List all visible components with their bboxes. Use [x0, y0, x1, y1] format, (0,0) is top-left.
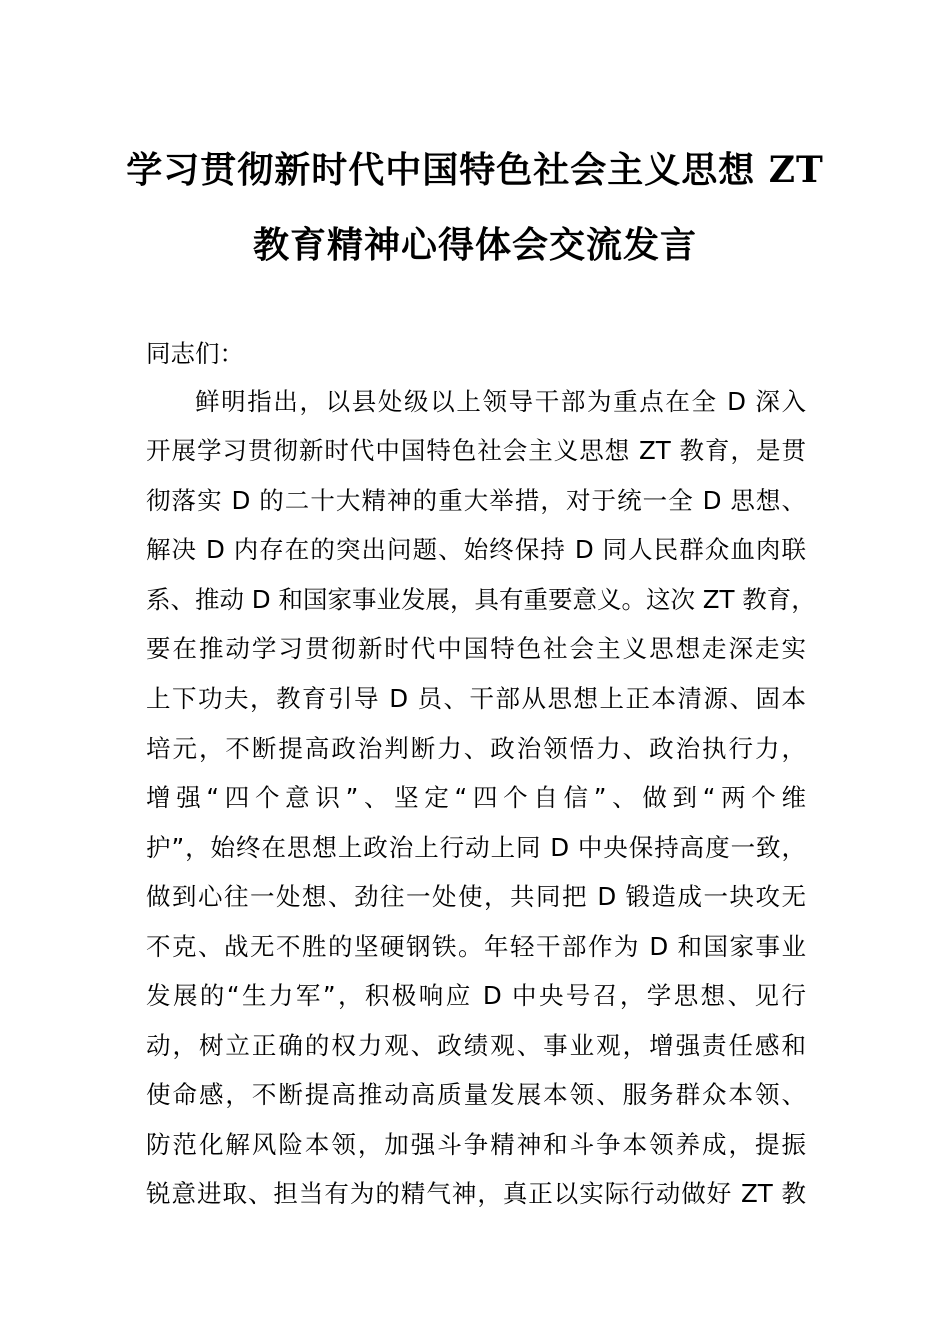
- body-line: 动，树立正确的权力观、政绩观、事业观，增强责任感和: [146, 1031, 806, 1060]
- body-line: 护”，始终在思想上政治上行动上同 D 中央保持高度一致，: [146, 833, 806, 862]
- body-line: 上下功夫，教育引导 D 员、干部从思想上正本清源、固本: [146, 684, 806, 713]
- body-line: 彻落实 D 的二十大精神的重大举措，对于统一全 D 思想、: [146, 486, 806, 515]
- body-line: 解决 D 内存在的突出问题、始终保持 D 同人民群众血肉联: [146, 535, 806, 564]
- body-line: 增强“四个意识”、坚定“四个自信”、做到“两个维: [146, 783, 806, 812]
- document-title-line-2: 教育精神心得体会交流发言: [252, 224, 697, 266]
- body-line: 培元，不断提高政治判断力、政治领悟力、政治执行力，: [146, 734, 806, 763]
- document-title-line-1: 学习贯彻新时代中国特色社会主义思想 ZT: [126, 149, 824, 191]
- body-line: 做到心往一处想、劲往一处使，共同把 D 锻造成一块攻无: [146, 882, 806, 911]
- body-line: 系、推动 D 和国家事业发展，具有重要意义。这次 ZT 教育，: [146, 585, 816, 614]
- body-line: 防范化解风险本领，加强斗争精神和斗争本领养成，提振: [146, 1130, 806, 1159]
- body-line: 使命感，不断提高推动高质量发展本领、服务群众本领、: [146, 1080, 806, 1109]
- body-line: 要在推动学习贯彻新时代中国特色社会主义思想走深走实: [146, 634, 806, 663]
- body-line: 鲜明指出，以县处级以上领导干部为重点在全 D 深入: [195, 387, 806, 416]
- body-line: 锐意进取、担当有为的精气神，真正以实际行动做好 ZT 教: [146, 1179, 806, 1208]
- body-line: 不克、战无不胜的坚硬钢铁。年轻干部作为 D 和国家事业: [146, 932, 806, 961]
- salutation: 同志们：: [146, 339, 244, 368]
- body-line: 开展学习贯彻新时代中国特色社会主义思想 ZT 教育，是贯: [146, 436, 806, 465]
- body-line: 发展的“生力军”，积极响应 D 中央号召，学思想、见行: [146, 981, 806, 1010]
